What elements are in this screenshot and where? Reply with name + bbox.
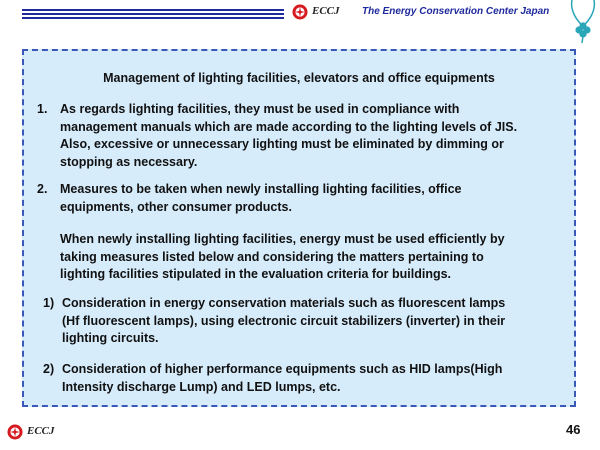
list-number: 2. (37, 182, 48, 196)
list-item-text: equipments, other consumer products. (60, 199, 292, 214)
list-item-2 (24, 181, 574, 217)
sub-item-1 (24, 295, 574, 349)
sub-number: 1) (43, 296, 55, 310)
list-item-text: As regards lighting facilities, they must be used in compliance with (60, 102, 460, 116)
sub-item-2 (24, 361, 574, 397)
page-number: 46 (566, 422, 581, 437)
sub-item-text: lighting circuits. (62, 331, 159, 345)
eccj-logo-icon (292, 4, 308, 20)
list-item-text: Also, excessive or unnecessary lighting must be eliminated by dimming or (60, 137, 504, 151)
list-number: 1. (37, 102, 48, 116)
sub-item-text: Consideration in energy conservation materials such as fluorescent lamps (62, 296, 506, 310)
list-item-text: stopping as necessary. (60, 154, 198, 169)
paragraph-text: lighting facilities stipulated in the evaluation criteria for buildings. (60, 267, 452, 281)
organization-name: The Energy Conservation Center Japan (362, 6, 550, 17)
sub-number: 2) (43, 362, 55, 376)
eccj-logo-icon (7, 424, 23, 440)
slide-title: Management of lighting facilities, elevators and office equipments (103, 71, 495, 85)
sub-item-text: Consideration of higher performance equipments such as HID lamps(High (62, 362, 503, 376)
sub-item-text: Intensity discharge Lump) and LED lumps, etc. (62, 379, 341, 394)
clover-emblem-icon (566, 0, 600, 44)
list-item-1 (24, 101, 574, 173)
item-2-paragraph (60, 231, 570, 285)
list-item-text: Measures to be taken when newly installing lighting facilities, office (60, 182, 462, 196)
header-rule (22, 9, 284, 21)
paragraph-text: taking measures listed below and considering the matters pertaining to (60, 249, 484, 264)
list-item-text: management manuals which are made according to the lighting levels of JIS. (60, 119, 518, 134)
sub-item-text: (Hf fluorescent lamps), using electronic circuit stabilizers (inverter) in their (62, 313, 506, 328)
content-box (22, 49, 576, 407)
footer-logo-text: ECCJ (27, 425, 55, 437)
header-logo-text: ECCJ (312, 5, 340, 17)
paragraph-text: When newly installing lighting facilities, energy must be used efficiently by (60, 232, 505, 246)
